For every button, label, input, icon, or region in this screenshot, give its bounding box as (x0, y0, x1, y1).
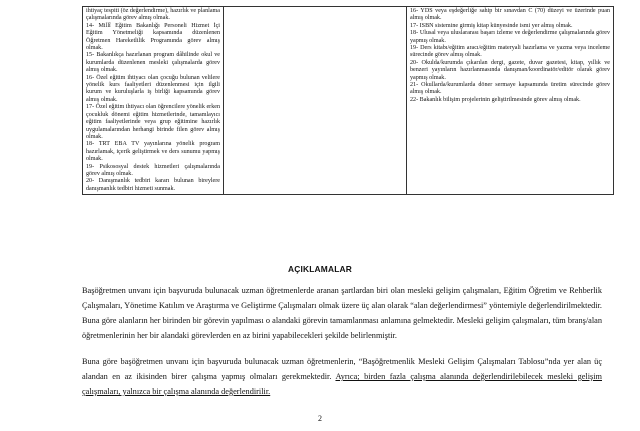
list-item: 20- Okulda/kurumda çıkarılan dergi, gazete, duvar gazetesi, kitap, yıllık ve benzeri yayınların hazırlanmasında danışman/koordinatör/editör olarak görev yapmış olmak. (410, 59, 610, 81)
page-number: 2 (318, 414, 322, 423)
table-cell-left (83, 7, 224, 195)
list-item: 20- Danışmanlık tedbiri kararı bulunan bireylere danışmanlık tedbiri hizmeti sunmak. (86, 178, 220, 192)
table-row (83, 7, 614, 195)
professional-development-table (82, 6, 614, 195)
list-item: 16- Özel eğitim ihtiyacı olan çocuğu bulunan velilere yönelik kurs faaliyetleri düzenlenmesi için ilgili kurum ve kuruluşlarla iş birliği kapsamında görev almış olmak. (86, 74, 220, 103)
list-item: 21- Okullarda/kurumlarda döner sermaye kapsamında üretim sürecinde görev almış olmak. (410, 82, 610, 96)
list-item: 14- Millî Eğitim Bakanlığı Personeli Hizmet İçi Eğitim Yönetmeliği kapsamında düzenlenen Öğretmen Hareketlilik Programında görev almış olmak. (86, 22, 220, 52)
list-item: 18- TRT EBA TV yayınlarına yönelik program hazırlamak, içerik geliştirmek ve ders sunumu yapmış olmak. (86, 141, 220, 163)
list-item: ihtiyaç tespiti (öz değerlendirme), hazırlık ve planlama çalışmalarında görev almış olmak. (86, 8, 220, 22)
list-item: 16- YDS veya eşdeğerliğe sahip bir sınavdan C (70) düzeyi ve üzerinde puan almış olmak. (410, 8, 610, 22)
list-item: 19- Ders kitabı/eğitim aracı/eğitim materyali hazırlama ve yazma veya inceleme sürecinde görev almış olmak. (410, 45, 610, 59)
explanation-paragraph-1: Başöğretmen unvanı için başvuruda bulunacak uzman öğretmenlerde aranan şartlardan biri olan mesleki gelişim çalışmaları, Eğitim Öğretim ve Rehberlik Çalışmaları, Yönetime Katılım ve Araştırma ve Geliştirme Çalışmaları olmak üzere üç alan olarak “alan değerlendirmesi” yöntemiyle değerlendirilmektedir. Buna göre alanların her birinden bir görevin yapılması o alandaki görevin tamamlanması anlamına gelmektedir. Mesleki gelişim çalışmaları, tüm branş/alan öğretmenlerinin her bir alandaki görevlerden en az birini yapabilecekleri şekilde belirlenmiştir. (82, 286, 602, 340)
section-title: AÇIKLAMALAR (287, 264, 353, 274)
list-item: 17- ISBN sistemine girmiş kitap künyesinde ismi yer almış olmak. (410, 22, 573, 29)
table-cell-middle-empty (224, 7, 407, 195)
list-item: 15- Bakanlıkça hazırlanan program dâhilinde okul ve kurumlarda düzenlenen mesleki çalışmalarda görev almış olmak. (86, 52, 220, 74)
underlined-note: Ayrıca; birden fazla çalışma alanında değerlendirilebilecek mesleki gelişim çalışmaları, yalnızca bir çalışma alanında değerlendirilir. (82, 372, 602, 396)
list-item: 18- Ulusal veya uluslararası başarı izleme ve değerlendirme çalışmalarında görev yapmış olmak. (410, 30, 610, 44)
paragraph-text: Buna göre başöğretmen unvanı için başvuruda bulunacak uzman öğretmenlerin, “Başöğretmenlik Mesleki Gelişim Çalışmaları Tablosu”nda yer alan üç alandan en az ikisinden birer çalışma yapmış olmaları gerekmektedir. (82, 357, 602, 381)
explanation-paragraph-2 (82, 354, 602, 399)
list-item: 22- Bakanlık bilişim projelerinin geliştirilmesinde görev almış olmak. (410, 96, 581, 103)
table-cell-right (407, 7, 614, 195)
list-item: 19- Psikososyal destek hizmetleri çalışmalarında görev almış olmak. (86, 163, 220, 177)
list-item: 17- Özel eğitim ihtiyacı olan öğrencilere yönelik erken çocukluk dönemi eğitim hizmetlerinde, tamamlayıcı eğitim faaliyetlerinde veya grup eğitimine hazırlık uygulamalarından herhangi birinde filen görev almış olmak. (86, 104, 220, 140)
